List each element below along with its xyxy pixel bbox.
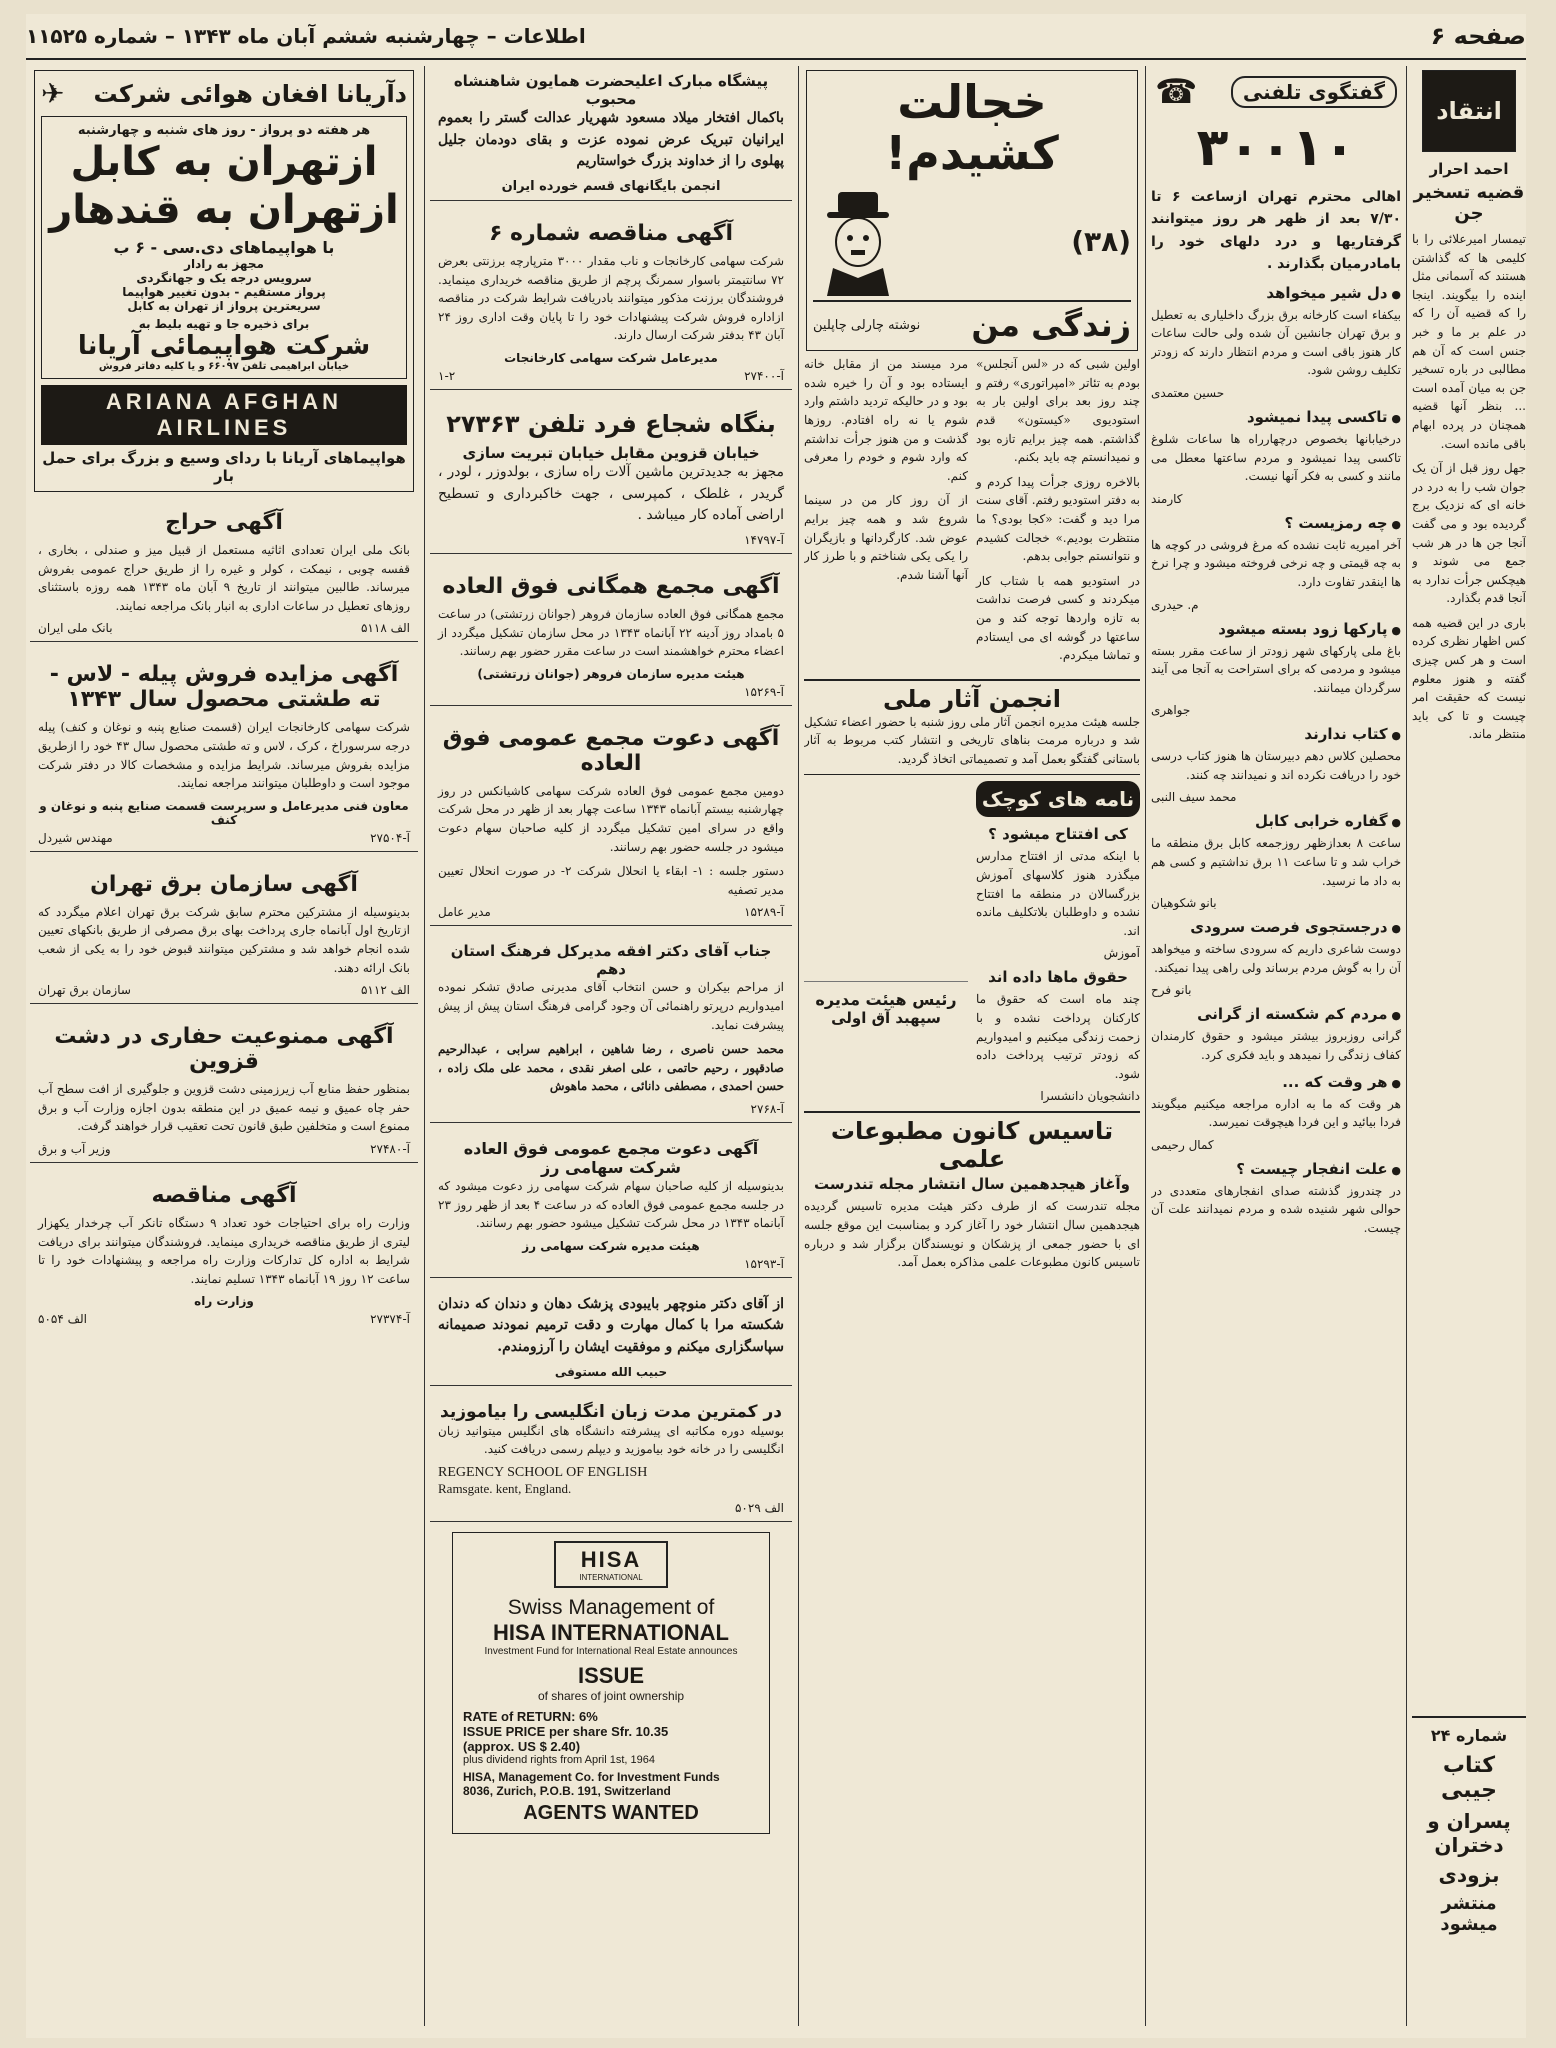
ad-text: مجهز به جدیدترین ماشین آلات راه سازی ، بولدوزر ، لودر ، گریدر ، غلطک ، کمپرسی ، جهت خاکبرداری و تسطیح اراضی آماده کار میباشد . [438, 464, 784, 524]
ad-signature: مدیر عامل [438, 905, 491, 920]
issue-line: اطلاعات – چهارشنبه ششم آبان ماه ۱۳۴۳ – شماره ۱۱۵۲۵ [26, 24, 586, 48]
ad-title: آگهی ممنوعیت حفاری در دشت قزوین [54, 1024, 394, 1075]
ad-text: بمنظور حفظ منابع آب زیرزمینی دشت قزوین و جلوگیری از افت سطح آب حفر چاه عمیق و نیمه عمیق در این منطقه بدون اجازه وزارت آب و برق ممنوع است و متخلفین طبق قانون تحت تعقیب قرار خواهند گرفت. [38, 1082, 410, 1134]
letter-text: بیکفاء است کارخانه برق بزرگ داخلیاری به تعطیل و برق تهران جانشین آن شده ولی حالت ساعات کار هنوز باقی است و مردم انتظار دارند که زودتر تکلیف روشن شود. [1151, 307, 1401, 378]
paragraph: جهل روز قبل از آن یک جوان شب را به درد در خانه ای که نزدیک برج گردیده بود و می گفت آنجا جن ها در هر شب جمع می شوند و هیچکس جرأت ندارد به آنجا قدم بگذارد. [1412, 461, 1526, 606]
press-subtitle: وآغاز هیجدهمین سال انتشار مجله تندرست [814, 1175, 1130, 1194]
letter-title: ● مردم کم شکسته از گرانی [1151, 1005, 1401, 1023]
route: ازتهران به کابل [70, 139, 378, 185]
letter-text: دوست شاعری داریم که سرودی ساخته و میخواهد آن را به گوش مردم برساند ولی راهی پیدا نمیکند. [1151, 942, 1401, 975]
column-rule [798, 66, 799, 2026]
column-features [804, 66, 1140, 2026]
ad-ariana [34, 70, 414, 492]
newspaper-page [26, 14, 1526, 2038]
ad-kashianex-assembly [430, 716, 792, 927]
ad-text: باکمال افتخار میلاد مسعود شهریار عدالت گستر را بعموم ایرانیان تبریک عرض نموده عزت و بقای دودمان جلیل پهلوی را از خداوند بزرگ خواستاریم [438, 110, 784, 170]
ad-title: آگهی مجمع همگانی فوق العاده [442, 574, 780, 600]
author: نوشته چارلی چاپلین [813, 317, 921, 333]
ad-title: در کمترین مدت زبان انگلیسی را بیاموزید [440, 1401, 782, 1422]
airline-en-line: AIRLINES [156, 415, 292, 440]
hisa-logo [554, 1541, 668, 1588]
airline-en-line: ARIANA AFGHAN [105, 389, 343, 414]
ad-dig-ban [30, 1014, 418, 1163]
ad-signature: حبیب الله مستوفی [554, 1364, 668, 1379]
slogan: هواپیماهای آریانا با ردای وسیع و بزرگ برای حمل بار [42, 449, 406, 485]
ad-signature: هیئت مدیره سازمان فروهر (جوانان زرتشتی) [477, 666, 745, 681]
letter-item [1151, 1073, 1401, 1152]
ad-title: آگهی حراج [165, 510, 283, 535]
paragraph: بالاخره روزی جرأت پیدا کردم و به دفتر استودیو رفتم. آقای سنت مرا دید و گفت: «کجا بودی؟ ما منتظرت بودیم.» خجالت کشیدم و نتوانستم جوابی بدهم. [976, 474, 1140, 564]
phone-number: ۳۰۰۱۰ [1196, 118, 1356, 178]
letter-item [1151, 812, 1401, 910]
hisa-line: AGENTS WANTED [523, 1802, 699, 1825]
paragraph: تیمسار امیرعلائی را با کلیمی ها که گذاشتن هستند که آسمانی مثل اینده را بیگویند. اینجا را که قضیه آن را که در علم بر ما و خبر جنس است که آن هم مطالبی در باره تسخیر جن به میان آمده است ... بنظر آنها قضیه همچنان در پرده ابهام باقی مانده است. [1412, 232, 1526, 451]
board-column [804, 781, 968, 1103]
chaplin-header [806, 70, 1138, 351]
letter-text: آخر امیریه ثابت نشده که مرغ فروشی در کوچه ها به چه قیمتی و چه نرخی فروخته میشود و چرا نرخ ها اینقدر تفاوت دارد. [1151, 537, 1401, 589]
hisa-logo-sub: INTERNATIONAL [579, 1573, 643, 1583]
ad-text: بانک ملی ایران تعدادی اثاثیه مستعمل از قبیل میز و صندلی ، بخاری ، قفسه چوبی ، نیمکت ، کولر و غیره را از طریق حراج عمومی بفروش میرساند. طالبین میتوانند از تاریخ ۹ آبان ماه ۱۳۴۳ همه روزه باستثنای روزهای تعطیل در ساعات اداری به انبار بانک مراجعه نمایند. [38, 543, 410, 613]
society-notice [804, 679, 1140, 769]
board-title: رئیس هیئت مدیره [815, 990, 957, 1010]
column-ads [430, 66, 792, 2026]
letter-item [1151, 284, 1401, 400]
paragraph: از آن روز کار من در سینما شروع شد و همه چیز برایم عوض شد. کارگردانها و بازیگران را یکی یکی شناختم و با طرز کار آنها آشنا شدم. [804, 493, 968, 582]
ad-title: بنگاه شجاع فرد تلفن ۲۷۳۶۳ [446, 410, 776, 439]
ad-hisa [452, 1532, 770, 1834]
ad-text: شرکت سهامی کارخانجات و ناب مقدار ۳۰۰۰ مترپارچه برزنتی بعرض ۷۲ سانتیمتر باسوار سمرنگ پرچم از طریق مناقصه خریداری مینماید. فروشندگان برزنت مذکور میتوانند بادریافت شرایط شرکت در مناقصه ازاداره فروش شرکت پیشنهادات خود را تا پایان وقت اداری روز ۲۴ آبان ۴۳ بدفتر شرکت ارسال دارند. [438, 254, 785, 343]
promo-line: کتاب جیبی [1440, 1753, 1498, 1803]
ad-signature: انجمن بایگانهای قسم خورده ایران [501, 179, 721, 195]
ad-title: پیشگاه مبارک اعلیحضرت همایون شاهنشاه محبوب [453, 72, 769, 108]
letters-list [1151, 284, 1401, 1238]
ad-forouhar-assembly [430, 564, 792, 706]
ad-code: آ-۱۵۲۶۹ [744, 684, 784, 699]
letter-title: ● گفاره خرابی کابل [1151, 812, 1401, 830]
promo-line: بزودی [1438, 1863, 1500, 1887]
ad-roz-assembly [430, 1133, 792, 1278]
ad-title: آگهی سازمان برق تهران [90, 871, 358, 897]
ad-signature: هیئت مدیره شرکت سهامی رز [522, 1238, 700, 1253]
letter-title: ● درجستجوی فرصت سرودی [1151, 918, 1401, 936]
banner-title: گفتگوی تلفنی [1231, 76, 1397, 108]
ad-tender-road [30, 1173, 418, 1332]
flight-days: هر هفته دو پرواز - روز های شنبه و چهارشنبه [77, 123, 371, 138]
aircraft: با هواپیماهای دی.سی - ۶ ب [113, 238, 335, 257]
press-text: مجله تندرست که از طرف دکتر هیئت مدیره تاسیس گردیده هیجدهمین سال انتشار خود را آغاز کرد و بمناسبت این موقع جلسه ای با حضور جمعی از پزشکان و نویسندگان برگزار شد و درباره تاسیس کانون مطبوعات علمی مذاکره بعمل آمد. [804, 1199, 1140, 1270]
hisa-line: 8036, Zurich, P.O.B. 191, Switzerland [463, 1784, 671, 1799]
hisa-line: RATE of RETURN: 6% [463, 1709, 598, 1725]
letter-signature: کارمند [1151, 491, 1183, 506]
ad-signature: بانک ملی ایران [38, 621, 113, 636]
column-rule [1145, 66, 1146, 2026]
letter-signature: بانو شکوهیان [1151, 896, 1217, 911]
ad-title: جناب آقای دکتر افقه مدیرکل فرهنگ استان دهم [450, 942, 772, 979]
letter-title: ● دل شیر میخواهد [1151, 284, 1401, 302]
ad-auction-cocoon [30, 652, 418, 851]
ad-signature: مدیرعامل شرکت سهامی کارخانجات [504, 351, 718, 366]
letter-signature: م. حیدری [1151, 597, 1199, 612]
press-title: تاسیس کانون مطبوعات علمی [830, 1117, 1114, 1174]
paragraph: اولین شبی که در «لس آنجلس» بودم به تئاتر «امپراتوری» رفتم و چند روز بعد برای اولین بار به استودیوی «کیستون» قدم گذاشتم. همه چیز برایم تازه بود و نمیدانستم چه باید بکنم. [976, 357, 1140, 465]
masthead [26, 14, 1526, 60]
article-text [1412, 230, 1526, 744]
letters-column [976, 781, 1140, 1103]
route: ازتهران به قندهار [49, 187, 399, 233]
column-critique [1412, 66, 1526, 2026]
ad-agenda: دستور جلسه : ۱- ابقاء یا انحلال شرکت ۲- در صورت انحلال تعیین مدیر تصفیه [438, 864, 784, 897]
hisa-line: HISA, Management Co. for Investment Funds [463, 1770, 720, 1785]
headline: قضیه تسخیر جن [1413, 182, 1525, 224]
rights-text: چند ماه است که حقوق ما کارکنان پرداخت نشده و با زحمت زندگی میکنیم و امیدواریم که زودتر ترتیب پرداخت داده شود. [976, 992, 1140, 1081]
ad-subtitle: خیابان قزوین مقابل خیابان تبریت سازی [462, 444, 760, 463]
intro: اهالی محترم تهران ازساعت ۶ تا ۷/۳۰ بعد از ظهر هر روز میتوانند گرفتاریها و درد دلهای خود را بامادرمیان بگذارند . [1151, 189, 1401, 273]
letter-item [1151, 1160, 1401, 1238]
letter-title: ● تاکسی پیدا نمیشود [1151, 408, 1401, 426]
ad-signature: سازمان برق تهران [38, 983, 131, 998]
hisa-line: HISA INTERNATIONAL [493, 1620, 729, 1646]
ad-code: آ-۲۷۶۸ [750, 1102, 784, 1116]
company: شرکت هواپیمائی آریانا [77, 331, 371, 361]
hisa-line: (approx. US $ 2.40) [463, 1739, 581, 1755]
ad-text: بوسیله دوره مکاتبه ای پیشرفته دانشگاه های انگلیس میتوانید زبان انگلیسی را در خانه خود بیاموزید و دیپلم رسمی دریافت کنید. [438, 1423, 784, 1457]
promo-line: پسران و دختران [1427, 1809, 1511, 1857]
letter-signature: حسین معتمدی [1151, 385, 1225, 400]
letter-title: ● چه رمزیست ؟ [1151, 514, 1401, 532]
feature: مجهز به رادار [184, 257, 264, 271]
serial-title: زندگی من [971, 306, 1131, 345]
ad-name: مهندس شیردل [38, 830, 113, 845]
ad-code: آ-۲۷۴۸۰ [370, 1141, 410, 1156]
ad-thanks-culture [430, 936, 792, 1123]
booking: برای ذخیره جا و تهیه بلیط به [138, 317, 310, 331]
ad-english-school [430, 1396, 792, 1522]
letter-signature: جواهری [1151, 703, 1191, 718]
airline-brand: دآریانا افغان هوائی شرکت [93, 79, 407, 108]
letter-signature: کمال رحیمی [1151, 1137, 1214, 1152]
ad-code: الف ۵۰۵۴ [38, 1312, 88, 1327]
ad-signature: وزارت راه [194, 1294, 254, 1309]
feature: پرواز مستقیم - بدون تغییر هواپیما [122, 285, 326, 299]
ad-text: دومین مجمع عمومی فوق العاده شرکت سهامی کاشیانکس در روز چهارشنبه بیستم آبانماه ۱۳۴۳ ساعت چهار بعد از ظهر در محل شرکت واقع در سرای امین تشکیل میگردد از کلیه صاحبان سهام دعوت میشود در جلسه حضور بهم رسانند. [438, 783, 784, 854]
letter-title: ● هر وقت که ... [1151, 1073, 1401, 1091]
letter-text: هر وقت که ما به اداره مراجعه میکنیم میگویند فردا بیائید و این فردا هیچوقت نمیرسد. [1151, 1096, 1401, 1130]
ad-title: آگهی مناقصه [151, 1182, 297, 1208]
ad-code: الف ۵۱۱۸ [360, 621, 410, 636]
ad-code: الف ۵۱۱۲ [360, 983, 410, 998]
ad-code: الف ۵۰۲۹ [734, 1501, 784, 1516]
question-signature: آموزش [1103, 946, 1140, 961]
chaplin-body [804, 355, 1140, 671]
ad-text: بدینوسیله از کلیه صاحبان سهام شرکت سهامی رز دعوت میشود که در جلسه مجمع عمومی فوق العاده که در ساعت ۴ بعد از ظهر روز ۲۳ آبانماه ۱۳۴۳ در محل شرکت تشکیل میشود حضور بهم رسانند. [438, 1179, 785, 1231]
ad-text: بدینوسیله از مشترکین محترم سابق شرکت برق تهران اعلام میگردد که ازتاریخ اول آبانماه جاری پرداخت بهای برق مصرفی از طریق بانکهای تعیین شده انجام خواهد شد و مشترکین میتوانند قبوض خود را به یکی از شعب بانک ارائه دهند. [38, 904, 410, 975]
hisa-line: ISSUE [577, 1663, 645, 1689]
letter-signature: محمد سیف النبی [1151, 790, 1237, 805]
text-column [804, 355, 968, 671]
letter-item [1151, 1005, 1401, 1064]
ad-number: ۱-۲ [438, 369, 456, 384]
question-title: کی افتتاح میشود ؟ [988, 825, 1128, 844]
press-notice [804, 1111, 1140, 1271]
letters-section [804, 774, 1140, 1103]
ad-signature: وزیر آب و برق [38, 1141, 111, 1156]
ad-text: مجمع همگانی فوق العاده سازمان فروهر (جوانان زرتشتی) در ساعت ۵ بامداد روز آدینه ۲۲ آبانماه ۱۳۴۳ در محل سازمان تشکیل میگردد از اعضاء محترم خواهشمند است در ساعت مقرر حضور بهم رسانند. [438, 607, 784, 659]
letter-text: محصلین کلاس دهم دبیرستان ها هنوز کتاب درسی خود را دریافت نکرده اند و نمیدانند چه کنند. [1151, 749, 1401, 782]
ad-title: آگهی دعوت مجمع عمومی فوق العاده شرکت سهامی رز [463, 1139, 759, 1177]
ad-code: آ-۲۷۵۰۴ [370, 830, 410, 845]
ad-signature: معاون فنی مدیرعامل و سرپرست قسمت صنایع پنبه و نوغان و کنف [39, 798, 409, 827]
feature: سرویس درجه یک و جهانگردی [136, 271, 312, 285]
airline-english [41, 385, 407, 445]
author: احمد احرار [1429, 160, 1509, 178]
hisa-line: plus dividend rights from April 1st, 1964 [463, 1754, 655, 1767]
column-rule [424, 66, 425, 2026]
critique-logo: انتقاد [1422, 70, 1516, 152]
ad-code: آ-۲۷۳۷۴ [370, 1312, 410, 1327]
question-text: با اینکه مدتی از افتتاح مدارس میگذرد هنوز کلاسهای آموزش بزرگسالان در منطقه ما افتتاح نشده و داوطلبان بلاتکلیف مانده اند. [976, 849, 1140, 938]
ad-title: آگهی مزایده فروش پیله - لاس - ته طشتی محصول سال ۱۳۴۳ [49, 662, 399, 713]
serial-number: (۳۸) [1071, 224, 1131, 258]
letter-item [1151, 514, 1401, 612]
society-text: جلسه هیئت مدیره انجمن آثار ملی روز شنبه با حضور اعضاء تشکیل شد و درباره مرمت بناهای تاریخی و انتشار کتب مربوط به آثار باستانی گفتگو بعمل آمد و تصمیماتی اتخاذ گردید. [804, 714, 1140, 766]
ad-auction-bank [30, 500, 418, 642]
hisa-line: ISSUE PRICE per share Sfr. 10.35 [463, 1724, 669, 1740]
ad-title: آگهی مناقصه شماره ۶ [488, 221, 734, 247]
ad-text: شرکت سهامی کارخانجات ایران (قسمت صنایع پنبه و نوغان و کنف) پیله درجه سرسوراخ ، کرک ، لاس و ته طشتی محصول سال ۴۳ خود را ازطریق مزایده بفروش میرساند. شرایط مزایده و مشخصات کالا در دفتر شرکت موجود است و داوطلبان میتوانند مراجعه نمایند. [38, 720, 410, 791]
chaplin-portrait-icon [813, 186, 903, 296]
feature: سریعترین پرواز از تهران به کابل [127, 299, 321, 313]
book-promo [1412, 1716, 1526, 1935]
letter-item [1151, 918, 1401, 997]
text-column [976, 355, 1140, 671]
letter-text: درخیابانها بخصوص درچهارراه ها ساعات شلوغ تاکسی پیدا نمیشود و مردم ساعتها معطل می مانند و کسی به فکر آنها نیست. [1151, 431, 1401, 484]
paragraph: مرد میسند من از مقابل خانه ایستاده بود و آن را خیره شده بود و در حالیکه تردید داشتم وارد شوم یا نه راه افتادم. روزها گذشت و من هنوز جرأت نداشتم که وارد شوم و خودم را معرفی کنم. [804, 357, 968, 483]
address: خیابان ابراهیمی تلفن ۶۶۰۹۷ و یا کلیه دفاتر فروش [98, 361, 350, 372]
ad-code: آ-۱۴۷۹۷ [744, 533, 784, 548]
ad-title: آگهی دعوت مجمع عمومی فوق العاده [442, 725, 780, 776]
letter-title: ● پارکها زود بسته میشود [1151, 620, 1401, 638]
ad-royal-greeting [430, 66, 792, 201]
ad-text: از مراحم بیکران و حسن انتخاب آقای مدیرنی صادق تشکر نموده امیدواریم درپرتو راهنمائی آن وجود گرامی فرهنگ استان پیش از پیش پیشرفت نماید. [438, 980, 784, 1032]
school-address: Ramsgate. kent, England. [438, 1481, 572, 1497]
column-rule [1406, 66, 1407, 2026]
letter-text: گرانی روزبروز بیشتر میشود و حقوق کارمندان کفاف زندگی را نمیدهد و باید فکری کرد. [1151, 1029, 1401, 1063]
paragraph: در استودیو همه با شتاب کار میکردند و کسی فرصت نداشت به تازه واردها توجه کند و من ساعتها در گوشه ای می ایستادم و تماشا میکردم. [976, 573, 1140, 663]
hisa-logo-text: HISA [580, 1547, 642, 1573]
letter-title: ● علت انفجار چیست ؟ [1151, 1160, 1401, 1178]
spacer [804, 781, 968, 982]
hisa-line: of shares of joint ownership [537, 1689, 685, 1704]
letter-item [1151, 408, 1401, 506]
bird-logo-icon: ✈ [41, 77, 65, 110]
headline: خجالت کشیدم! [885, 75, 1059, 180]
paragraph: باری در این قضیه همه کس اظهار نظری کرده است و هر کس چیزی گفته و هنوز معلوم نیست که حقیقت امر چیست و تا کی باید منتظر ماند. [1412, 615, 1526, 742]
column-phone-talk [1151, 66, 1401, 2026]
ad-code: آ-۲۷۴۰۰ [744, 369, 784, 384]
promo-line: منتشر میشود [1440, 1893, 1498, 1935]
ad-names: محمد حسن ناصری ، رضا شاهین ، ابراهیم سرابی ، عبدالرحیم صادقپور ، رحیم حاتمی ، علی اصغر نقدی ، محمد علی ملک زاده ، حسن احمدی ، مصطفی دانائی ، محمد ماهوش [438, 1042, 784, 1094]
ad-shojaifard [430, 400, 792, 554]
rights-signature: دانشجویان دانشسرا [1040, 1089, 1140, 1104]
society-title: انجمن آثار ملی [883, 684, 1061, 713]
promo-issue: شماره ۲۴ [1430, 1726, 1508, 1745]
ad-text: وزارت راه برای احتیاجات خود تعداد ۹ دستگاه تانکر آب چرخدار یکهزار لیتری از طریق مناقصه خریداری مینماید. فروشندگان میتوانند برای دریافت شرایط به اداره کل تدارکات وزارت راه مراجعه و پیشنهادات خود را تا ساعت ۱۲ روز ۱۹ آبانماه ۱۳۴۳ تسلیم نمایند. [38, 1215, 411, 1286]
letters-banner: نامه های کوچک [976, 781, 1140, 817]
letter-signature: بانو فرح [1151, 983, 1192, 998]
school-name: REGENCY SCHOOL OF ENGLISH [438, 1465, 648, 1481]
phone-banner [1155, 72, 1397, 112]
ad-text: از آقای دکتر منوچهر بایبودی پزشک دهان و دندان که دندان شکسته مرا با کمال مهارت و دقت ترمیم نمودند صمیمانه سپاسگزاری میکنم و موفقیت ایشان را آرزومندم. [438, 1295, 784, 1356]
ad-dentist-thanks [430, 1288, 792, 1386]
letter-item [1151, 725, 1401, 804]
hisa-line: Swiss Management of [507, 1596, 715, 1620]
board-name: سپهبد آق اولی [831, 1009, 941, 1028]
ad-code: آ-۱۵۲۸۹ [744, 905, 784, 920]
rights-title: حقوق ماها داده اند [988, 968, 1128, 987]
hisa-line: Investment Fund for International Real Estate announces [484, 1646, 738, 1658]
ad-power-org [30, 862, 418, 1004]
letter-text: ساعت ۸ بعدازظهر روزجمعه کابل برق منطقه ما خراب شد و تا ساعت ۱۱ برق نداشتیم و کسی هم به داد ما نرسید. [1151, 836, 1401, 888]
ad-tender-6 [430, 211, 792, 390]
column-ads-left [30, 66, 418, 2026]
letter-text: در چندروز گذشته صدای انفجارهای متعددی در حوالی شهر شنیده شده و مردم نمیدانند علت آن چیست. [1151, 1183, 1401, 1235]
page-label: صفحه ۶ [1430, 22, 1526, 50]
letter-item [1151, 620, 1401, 718]
telephone-icon: ☎ [1155, 72, 1198, 112]
letter-text: باغ ملی پارکهای شهر زودتر از ساعت مقرر بسته میشود و مردمی که برای استراحت به آنجا می آیند سرگردان میمانند. [1151, 643, 1401, 695]
ad-code: آ-۱۵۲۹۳ [744, 1256, 784, 1271]
letter-title: ● کتاب ندارند [1151, 725, 1401, 743]
